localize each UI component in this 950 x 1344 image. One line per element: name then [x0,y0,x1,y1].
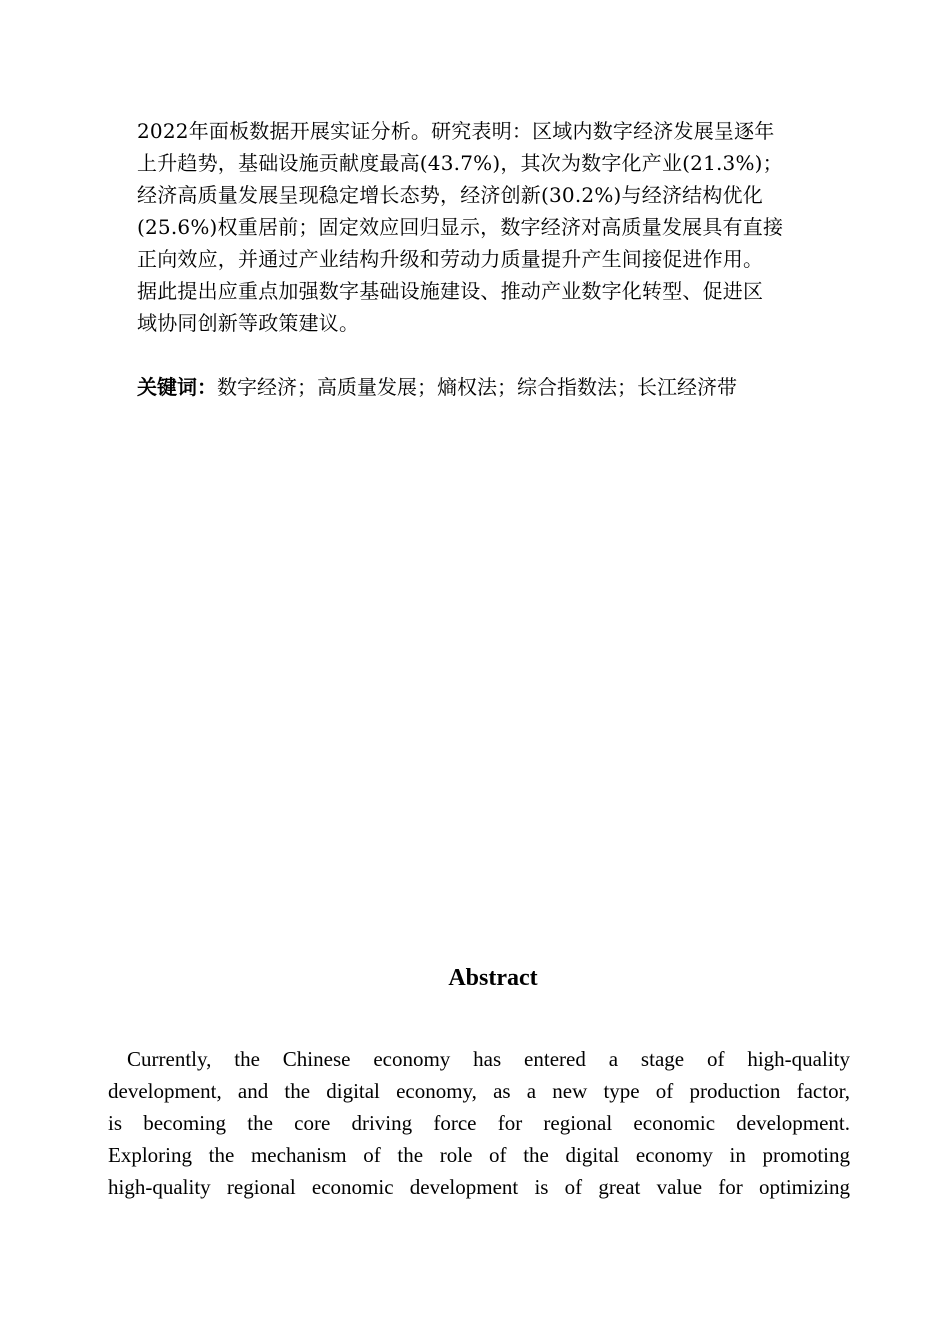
english-abstract-line: high-quality regional economic development is of great value for optimizing [108,1175,850,1199]
english-abstract-line: is becoming the core driving force for regional economic development. [108,1111,850,1135]
chinese-abstract-line: 经济高质量发展呈现稳定增长态势，经济创新(30.2%)与经济结构优化 [137,183,763,207]
keywords-label: 关键词： [137,375,217,399]
english-abstract-line: Exploring the mechanism of the role of the digital economy in promoting [108,1143,850,1167]
keywords-line [137,371,737,403]
chinese-abstract-line: (25.6%)权重居前；固定效应回归显示，数字经济对高质量发展具有直接 [137,215,784,239]
english-abstract-line: Currently, the Chinese economy has entered a stage of high-quality [127,1047,850,1071]
chinese-abstract-line: 2022年面板数据开展实证分析。研究表明：区域内数字经济发展呈逐年 [137,119,775,143]
abstract-heading: Abstract [448,965,538,991]
keywords-text: 数字经济；高质量发展；熵权法；综合指数法；长江经济带 [217,375,737,399]
chinese-abstract-line: 域协同创新等政策建议。 [137,311,360,335]
chinese-abstract-line: 上升趋势，基础设施贡献度最高(43.7%)，其次为数字化产业(21.3%)； [137,151,783,175]
chinese-abstract-line: 据此提出应重点加强数字基础设施建设、推动产业数字化转型、促进区 [137,279,764,303]
chinese-abstract-line: 正向效应，并通过产业结构升级和劳动力质量提升产生间接促进作用。 [137,247,764,271]
english-abstract-line: development, and the digital economy, as a new type of production factor, [108,1079,850,1103]
